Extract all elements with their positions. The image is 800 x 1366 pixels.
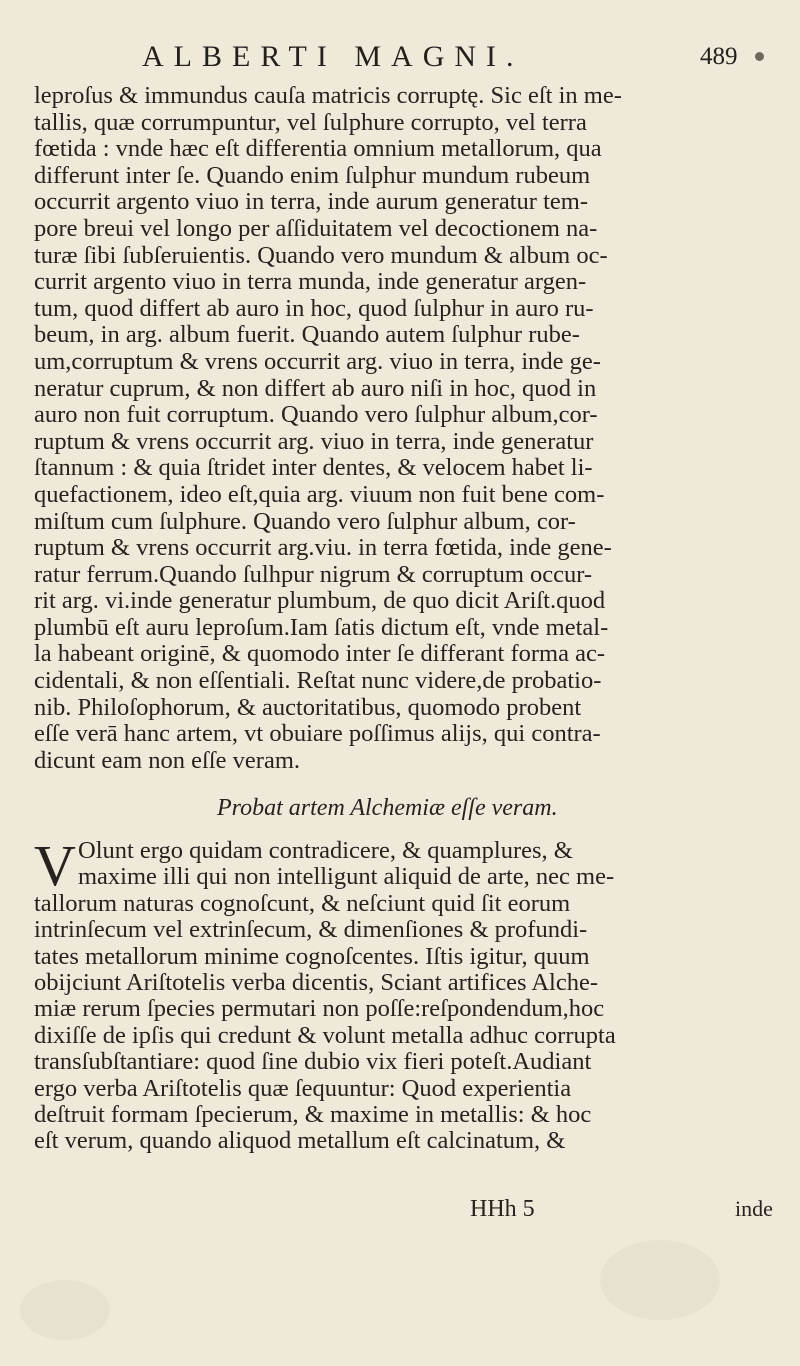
text-line: auro non fuit corruptum. Quando vero ſulphur album,cor-	[34, 401, 598, 429]
catchword: inde	[735, 1196, 773, 1221]
signature-mark: HHh 5	[470, 1196, 535, 1222]
text-line: tallorum naturas cognoſcunt, & neſciunt quid ſit eorum	[34, 889, 571, 917]
text-line: intrinſecum vel extrinſecum, & dimenſiones & profundi-	[34, 916, 588, 944]
text-line: cidentali, & non eſſentiali. Reſtat nunc videre,de probatio-	[34, 667, 602, 695]
paragraph-1	[34, 83, 770, 774]
drop-cap: V	[34, 833, 76, 898]
text-line: tum, quod differt ab auro in hoc, quod ſulphur in auro ru-	[34, 294, 594, 322]
text-line: ergo verba Ariſtotelis quæ ſequuntur: Quod experientia	[34, 1074, 572, 1102]
text-line: plumbū eſt auru leproſum.Iam ſatis dictum eſt, vnde metal-	[34, 613, 609, 641]
text-line: pore breui vel longo per aſſiduitatem vel decoctionem na-	[34, 214, 598, 242]
text-line: obijciunt Ariſtotelis verba dicentis, Sciant artifices Alche-	[34, 969, 599, 997]
page-number: 489	[700, 43, 738, 70]
text-line: differunt inter ſe. Quando enim ſulphur mundum rubeum	[34, 161, 591, 189]
text-line: nib. Philoſophorum, & auctoritatibus, quomodo probent	[34, 693, 582, 721]
text-line: um,corruptum & vrens occurrit arg. viuo in terra, inde ge-	[34, 347, 601, 375]
text-line: quefactionem, ideo eſt,quia arg. viuum non fuit bene com-	[34, 480, 605, 508]
text-line: la habeant originē, & quomodo inter ſe differant forma ac-	[34, 640, 606, 668]
text-line: turæ ſibi ſubſeruientis. Quando vero mundum & album oc-	[34, 241, 608, 269]
paper-stain	[600, 1240, 720, 1320]
text-line: deſtruit formam ſpecierum, & maxime in metallis: & hoc	[34, 1101, 592, 1129]
text-line: currit argento viuo in terra munda, inde generatur argen-	[34, 268, 587, 296]
text-line: tallis, quæ corrumpuntur, vel ſulphure corrupto, vel terra	[34, 108, 587, 136]
text-line: miſtum cum ſulphure. Quando vero ſulphur album, cor-	[34, 507, 576, 535]
paper-stain	[20, 1280, 110, 1340]
text-line: beum, in arg. album fuerit. Quando autem ſulphur rube-	[34, 321, 580, 349]
text-line: miæ rerum ſpecies permutari non poſſe:reſpondendum,hoc	[34, 995, 605, 1023]
text-line: maxime illi qui non intelligunt aliquid de arte, nec me-	[78, 863, 615, 891]
text-line: dixiſſe de ipſis qui credunt & volunt metalla adhuc corrupta	[34, 1021, 616, 1049]
text-line: ruptum & vrens occurrit arg.viu. in terra fœtida, inde gene-	[34, 534, 612, 562]
text-line: rit arg. vi.inde generatur plumbum, de quo dicit Ariſt.quod	[34, 587, 606, 615]
paragraph-2	[34, 833, 774, 1155]
text-line: eſt verum, quando aliquod metallum eſt calcinatum, &	[34, 1127, 566, 1155]
text-line: ſtannum : & quia ſtridet inter dentes, & velocem habet li-	[34, 454, 593, 482]
text-line: ratur ferrum.Quando ſulhpur nigrum & corruptum occur-	[34, 560, 593, 588]
text-line: fœtida : vnde hæc eſt differentia omnium metallorum, qua	[34, 135, 602, 163]
text-line: tates metallorum minime cognoſcentes. Iſtis igitur, quum	[34, 942, 590, 970]
section-heading: Probat artem Alchemiæ eſſe veram.	[217, 795, 558, 821]
text-line: ruptum & vrens occurrit arg. viuo in terra, inde generatur	[34, 427, 594, 455]
text-line: neratur cuprum, & non differt ab auro niſi in hoc, quod in	[34, 374, 597, 402]
text-line: transſubſtantiare: quod ſine dubio vix fieri poteſt.Audiant	[34, 1048, 592, 1076]
running-head	[0, 40, 800, 74]
ink-dot	[755, 52, 764, 61]
text-line: eſſe verā hanc artem, vt obuiare poſſimus alijs, qui contra-	[34, 720, 601, 748]
text-line: occurrit argento viuo in terra, inde aurum generatur tem-	[34, 188, 588, 216]
text-line: Olunt ergo quidam contradicere, & quamplures, &	[78, 837, 573, 864]
running-title: ALBERTI MAGNI.	[142, 40, 524, 73]
page-footer	[0, 1196, 800, 1226]
text-line: dicunt eam non eſſe veram.	[34, 746, 300, 774]
text-line: leproſus & immundus cauſa matricis corruptę. Sic eſt in me-	[34, 82, 622, 109]
